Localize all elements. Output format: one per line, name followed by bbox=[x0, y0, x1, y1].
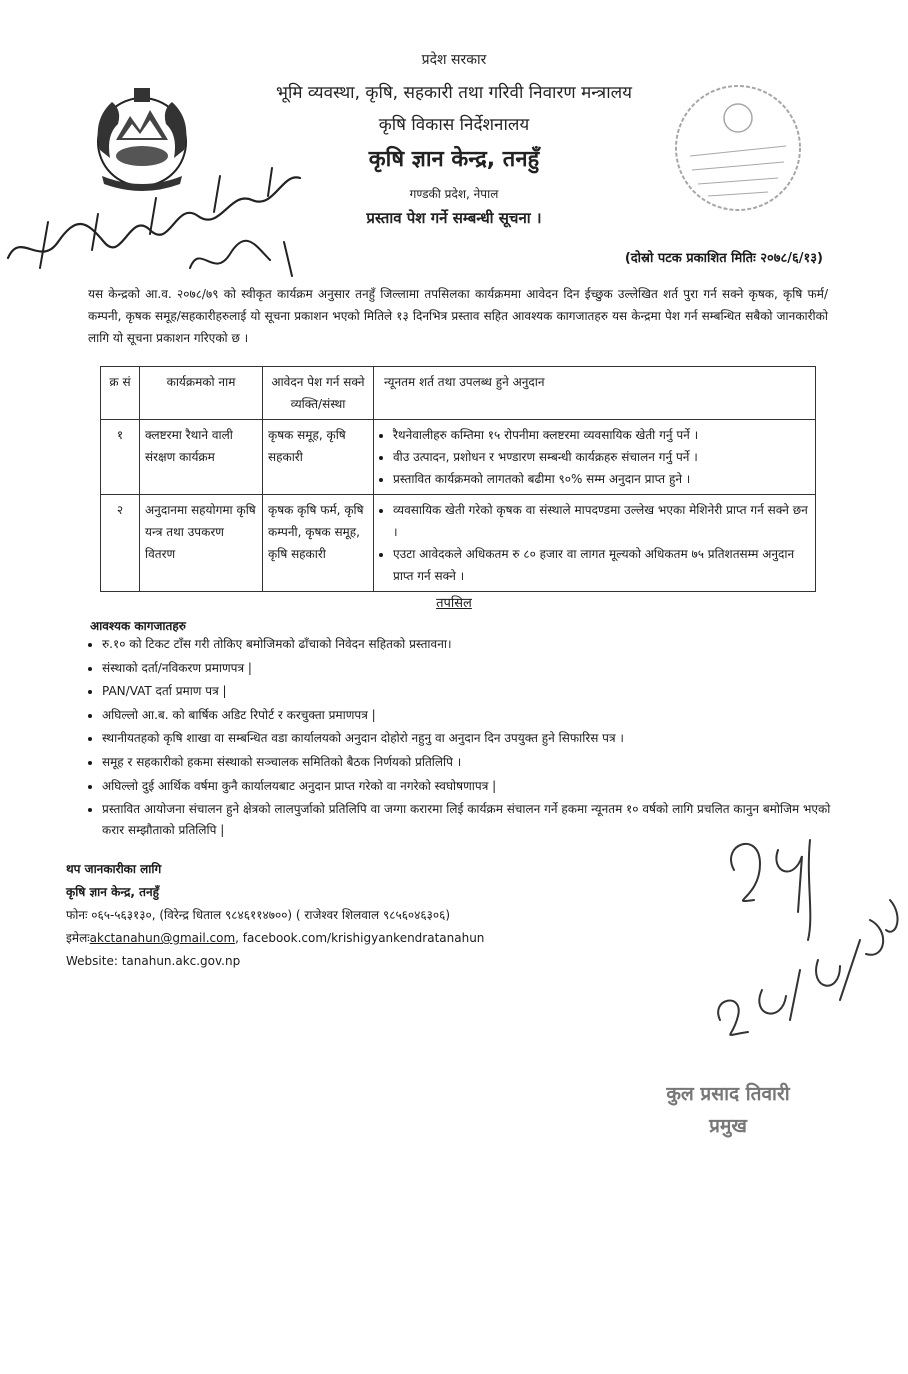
condition-item: • वीउ उत्पादन, प्रशोधन र भण्डारण सम्बन्धी कार्यक्रहरु संचालन गर्नु पर्ने । bbox=[393, 446, 810, 468]
program-table bbox=[100, 366, 816, 592]
signer-title: प्रमुख bbox=[709, 1115, 747, 1137]
signer-name: कुल प्रसाद तिवारी bbox=[666, 1083, 790, 1105]
list-item: • स्थानीयतहको कृषि शाखा वा सम्बन्धित वडा कार्यालयको अनुदान दोहोरो नहुनु वा अनुदान दिन उपयुक्त हुने सिफारिस पत्र । bbox=[102, 728, 842, 749]
contact-block bbox=[66, 858, 706, 973]
required-docs-heading: आवश्यक कागजातहरु bbox=[90, 619, 186, 633]
intro-paragraph: यस केन्द्रको आ.व. २०७८/७९ को स्वीकृत कार्यक्रम अनुसार तनहुँ जिल्लामा तपसिलका कार्यक्रममा आवेदन दिन ईच्छुक उल्लेखित शर्त पुरा गर्न सक्ने कृषक, कृषि फर्म/कम्पनी, कृषक समूह/सहकारीहरुलाई यो सूचना प्रकाशन भएको मितिले १३ दिनभित्र प्रस्ताव सहित आवश्यक कागजातहरु यस केन्द्रमा पेश गर्न सम्बन्धित सबैको जानकारीको लागि यो सूचना प्रकाशन गरिएको छ । bbox=[88, 287, 828, 345]
row-applicant: कृषक कृषि फर्म, कृषि कम्पनी, कृषक समूह, कृषि सहकारी bbox=[263, 495, 374, 592]
email-label: इमेलः bbox=[66, 931, 90, 945]
directorate-name: कृषि विकास निर्देशनालय bbox=[378, 115, 530, 135]
row-program: अनुदानमा सहयोगमा कृषि यन्त्र तथा उपकरण वितरण bbox=[140, 495, 263, 592]
row-sn: १ bbox=[101, 420, 140, 495]
website-link[interactable]: Website: tanahun.akc.gov.np bbox=[66, 954, 241, 968]
col-header-conditions: न्यूनतम शर्त तथा उपलब्ध हुने अनुदान bbox=[374, 367, 816, 420]
signer-block bbox=[628, 1080, 828, 1138]
signature-date bbox=[690, 820, 908, 1050]
required-docs-list bbox=[80, 634, 842, 844]
contact-email-line bbox=[66, 927, 706, 950]
publication-date: (दोस्रो पटक प्रकाशित मितिः २०७८/६/१३) bbox=[624, 251, 823, 266]
col-header-applicant: आवेदन पेश गर्न सक्ने व्यक्ति/संस्था bbox=[263, 367, 374, 420]
condition-item: • व्यवसायिक खेती गरेको कृषक वा संस्थाले मापदण्डमा उल्लेख भएका मेशिनेरी प्राप्त गर्न सक्ने छन । bbox=[393, 499, 810, 543]
row-conditions bbox=[374, 420, 816, 495]
contact-heading: थप जानकारीका लागि bbox=[66, 862, 162, 876]
row-applicant: कृषक समूह, कृषि सहकारी bbox=[263, 420, 374, 495]
row-conditions bbox=[374, 495, 816, 592]
email-link[interactable]: akctanahun@gmail.com bbox=[89, 931, 236, 945]
table-row bbox=[101, 495, 816, 592]
list-item: • संस्थाको दर्ता/नविकरण प्रमाणपत्र | bbox=[102, 658, 842, 679]
condition-item: • प्रस्तावित कार्यक्रमको लागतको बढीमा ९०% सम्म अनुदान प्राप्त हुने । bbox=[393, 468, 810, 490]
row-program: क्लष्टरमा रैथाने वाली संरक्षण कार्यक्रम bbox=[140, 420, 263, 495]
office-title: कृषि ज्ञान केन्द्र, तनहुँ bbox=[368, 147, 540, 172]
row-sn: २ bbox=[101, 495, 140, 592]
condition-item: • एउटा आवेदकले अधिकतम रु ८० हजार वा लागत मूल्यको अधिकतम ७५ प्रतिशतसम्म अनुदान प्राप्त गर्न सक्ने । bbox=[393, 543, 810, 587]
list-item: • प्रस्तावित आयोजना संचालन हुने क्षेत्रको लालपुर्जाको प्रतिलिपि वा जग्गा करारमा लिई कार्यक्रम संचालन गर्ने हकमा न्यूनतम १० वर्षको लागि प्रचलित कानुन बमोजिम भएको करार सम्झौताको प्रतिलिपि | bbox=[102, 799, 842, 841]
col-header-sn: क्र सं bbox=[101, 367, 140, 420]
office-address: गण्डकी प्रदेश, नेपाल bbox=[409, 187, 499, 201]
table-row bbox=[101, 420, 816, 495]
list-item: • रु.१० को टिकट टाँस गरी तोकिए बमोजिमको ढाँचाको निवेदन सहितको प्रस्तावना। bbox=[102, 634, 842, 655]
condition-item: • रैथनेवालीहरु कम्तिमा १५ रोपनीमा क्लष्टरमा व्यवसायिक खेती गर्नु पर्ने । bbox=[393, 424, 810, 446]
contact-phone: फोनः ०६५-५६३१३०, (विरेन्द्र धिताल ९८४६११४७००) ( राजेश्वर शिलवाल ९८५६०४६३०६) bbox=[66, 908, 451, 922]
list-item: • अघिल्लो आ.ब. को बार्षिक अडिट रिपोर्ट र करचुक्ता प्रमाणपत्र | bbox=[102, 705, 842, 726]
list-item: • PAN/VAT दर्ता प्रमाण पत्र | bbox=[102, 681, 842, 702]
government-line: प्रदेश सरकार bbox=[421, 52, 487, 68]
facebook-link[interactable]: , facebook.com/krishigyankendratanahun bbox=[235, 931, 485, 945]
col-header-program: कार्यक्रमको नाम bbox=[140, 367, 263, 420]
contact-office: कृषि ज्ञान केन्द्र, तनहुँ bbox=[66, 885, 159, 899]
ministry-name: भूमि व्यवस्था, कृषि, सहकारी तथा गरिवी निवारण मन्त्रालय bbox=[276, 83, 632, 103]
table-header-row bbox=[101, 367, 816, 420]
schedule-label: तपसिल bbox=[436, 596, 472, 611]
notice-subject: प्रस्ताव पेश गर्ने सम्बन्धी सूचना । bbox=[366, 209, 542, 227]
list-item: • समूह र सहकारीको हकमा संस्थाको सञ्चालक समितिको बैठक निर्णयको प्रतिलिपि । bbox=[102, 752, 842, 773]
list-item: • अघिल्लो दुई आर्थिक वर्षमा कुनै कार्यालयबाट अनुदान प्राप्त गरेको वा नगरेको स्वघोषणापत्र | bbox=[102, 776, 842, 797]
